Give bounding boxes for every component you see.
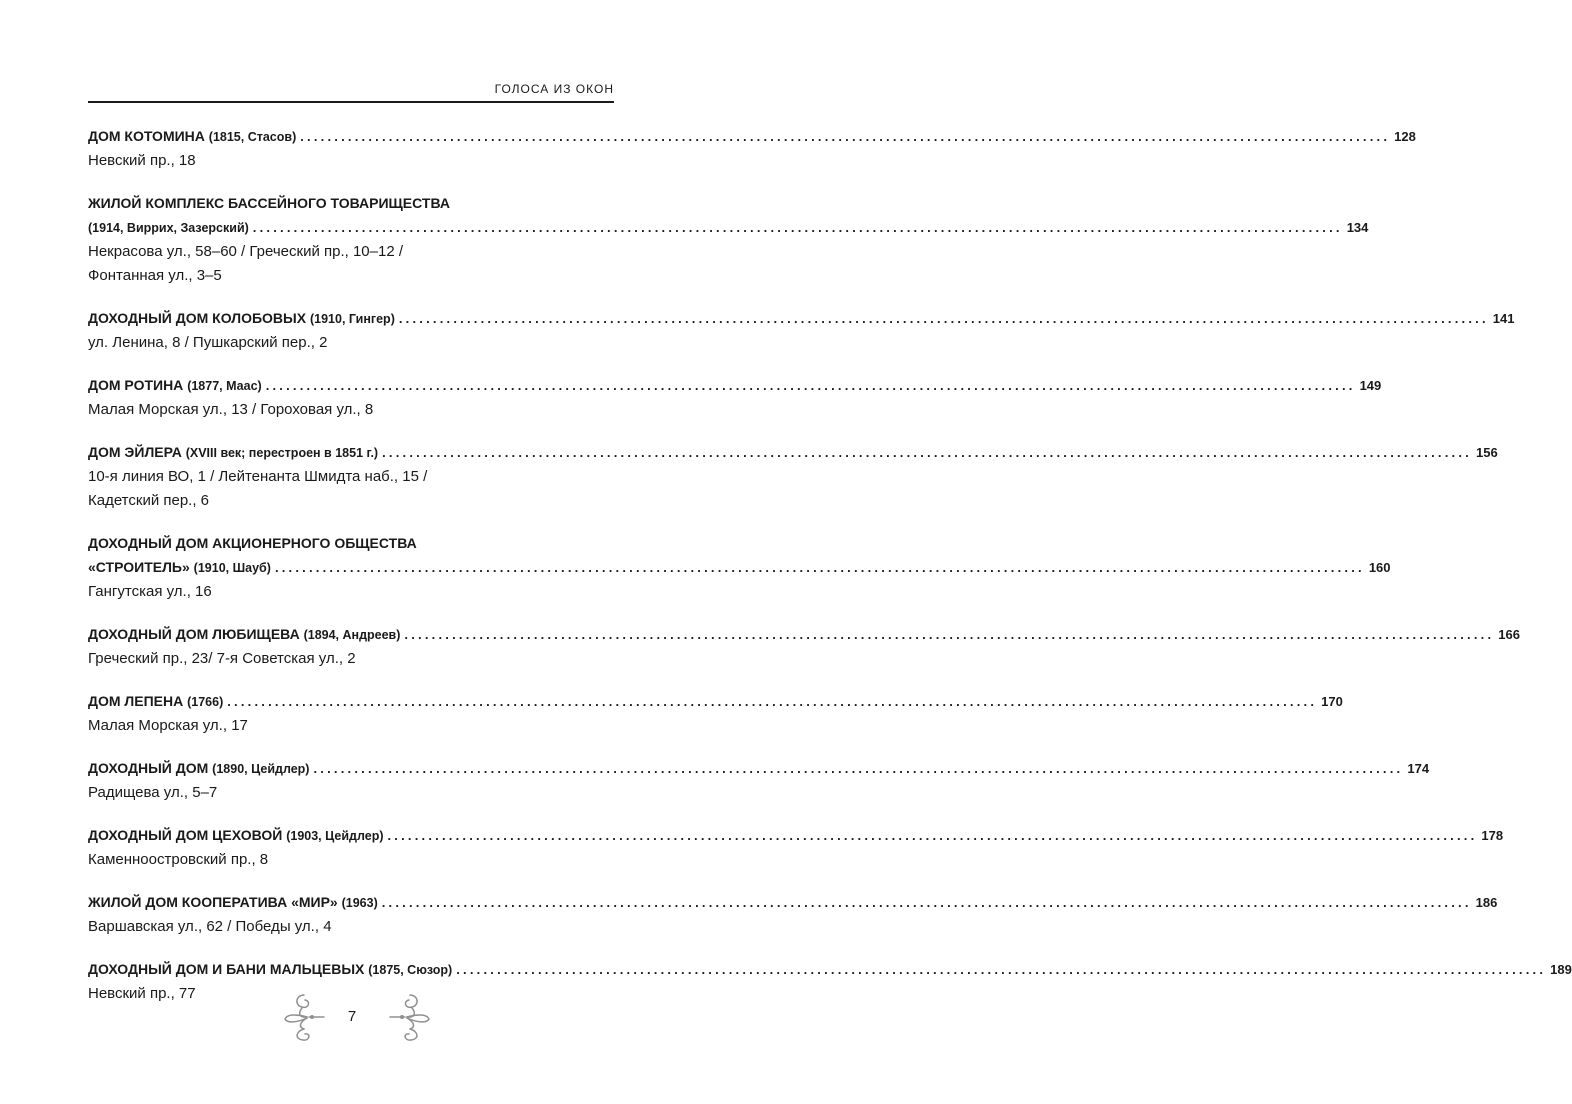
toc-entry	[88, 756, 1430, 805]
entry-title: ДОХОДНЫЙ ДОМ ЦЕХОВОЙ	[88, 827, 283, 843]
entry-heading	[88, 373, 262, 398]
entry-page-number: 128	[1394, 129, 1416, 144]
toc-entry	[88, 823, 1504, 872]
entry-heading	[88, 957, 452, 982]
dot-leader: ................................................................................................................................................................	[398, 311, 1489, 326]
entry-meta: (1890, Цейдлер)	[212, 762, 310, 776]
entry-heading	[88, 306, 395, 331]
entry-heading	[88, 215, 249, 240]
entry-address: Фонтанная ул., 3–5	[88, 267, 222, 284]
entry-address: Некрасова ул., 58–60 / Греческий пр., 10–12 /	[88, 243, 404, 260]
dot-leader: ................................................................................................................................................................	[252, 220, 1343, 235]
toc-entry	[88, 373, 1382, 422]
entry-title-row	[88, 124, 1416, 149]
entry-heading	[88, 124, 296, 149]
entry-title: ДОХОДНЫЙ ДОМ КОЛОБОВЫХ	[88, 310, 307, 326]
toc-entry	[88, 306, 1515, 355]
footer	[0, 992, 738, 1046]
dot-leader: ................................................................................................................................................................	[227, 694, 1318, 709]
entry-address: ул. Ленина, 8 / Пушкарский пер., 2	[88, 334, 328, 351]
entry-meta: (1894, Андреев)	[303, 628, 401, 642]
entry-meta: (1914, Виррих, Зазерский)	[88, 221, 249, 235]
entry-title: ДОМ РОТИНА	[88, 377, 184, 393]
toc-entry	[88, 531, 1391, 604]
dot-leader: ................................................................................................................................................................	[456, 962, 1547, 977]
entry-address: 10-я линия ВО, 1 / Лейтенанта Шмидта наб., 15 /	[88, 468, 428, 485]
entry-title-row	[88, 823, 1504, 848]
flourish-right-icon	[386, 992, 432, 1042]
entry-page-number: 160	[1368, 560, 1391, 575]
entry-title-row	[88, 440, 1498, 465]
entry-address: Малая Морская ул., 17	[88, 717, 248, 734]
entry-title-row	[88, 622, 1520, 647]
toc-entry	[88, 440, 1498, 513]
flourish-left-icon	[282, 992, 328, 1042]
entry-address: Кадетский пер., 6	[88, 492, 210, 509]
entry-heading	[88, 622, 400, 647]
entry-address: Каменноостровский пр., 8	[88, 851, 269, 868]
entry-meta: (XVIII век; перестроен в 1851 г.)	[185, 446, 379, 460]
entry-meta: (1766)	[187, 695, 224, 709]
dot-leader: ................................................................................................................................................................	[381, 895, 1472, 910]
entry-address: Невский пр., 77	[88, 985, 196, 1002]
entry-title: ДОМ ЭЙЛЕРА	[88, 444, 182, 460]
entry-meta: (1815, Стасов)	[208, 130, 297, 144]
entry-heading	[88, 823, 384, 848]
entry-title-line: ЖИЛОЙ КОМПЛЕКС БАССЕЙНОГО ТОВАРИЩЕСТВА	[88, 195, 450, 211]
entry-address: Радищева ул., 5–7	[88, 784, 218, 801]
entry-address: Гангутская ул., 16	[88, 583, 212, 600]
entry-title-row	[88, 555, 1391, 580]
entry-title-row	[88, 215, 1369, 240]
entry-page-number: 156	[1475, 445, 1498, 460]
entry-meta: (1877, Маас)	[187, 379, 262, 393]
dot-leader: ................................................................................................................................................................	[300, 129, 1391, 144]
entry-heading	[88, 689, 223, 714]
entry-page-number: 149	[1359, 378, 1382, 393]
running-header: ГОЛОСА ИЗ ОКОН	[494, 82, 614, 96]
entry-heading	[88, 756, 309, 781]
entry-page-number: 189	[1550, 962, 1572, 977]
entry-title-row	[88, 756, 1430, 781]
entry-heading	[88, 555, 271, 580]
entry-heading	[88, 890, 378, 915]
toc-entry	[88, 124, 1416, 173]
entry-title-row	[88, 373, 1382, 398]
entry-title-row	[88, 306, 1515, 331]
entry-title: «СТРОИТЕЛЬ»	[88, 559, 190, 575]
entry-address: Невский пр., 18	[88, 152, 196, 169]
entry-title: ДОХОДНЫЙ ДОМ И БАНИ МАЛЬЦЕВЫХ	[88, 961, 365, 977]
entry-page-number: 141	[1492, 311, 1515, 326]
entry-address: Варшавская ул., 62 / Победы ул., 4	[88, 918, 332, 935]
entry-title: ЖИЛОЙ ДОМ КООПЕРАТИВА «МИР»	[88, 894, 338, 910]
dot-leader: ................................................................................................................................................................	[387, 828, 1478, 843]
entry-title: ДОХОДНЫЙ ДОМ ЛЮБИЩЕВА	[88, 626, 300, 642]
entry-heading	[88, 440, 378, 465]
entry-title-row	[88, 890, 1498, 915]
entry-title-row	[88, 689, 1343, 714]
entry-address: Малая Морская ул., 13 / Гороховая ул., 8	[88, 401, 374, 418]
entry-page-number: 134	[1346, 220, 1369, 235]
table-of-contents	[88, 124, 1572, 1006]
entry-meta: (1903, Цейдлер)	[286, 829, 384, 843]
entry-page-number: 174	[1407, 761, 1430, 776]
entry-address: Греческий пр., 23/ 7-я Советская ул., 2	[88, 650, 356, 667]
entry-title: ДОХОДНЫЙ ДОМ	[88, 760, 209, 776]
entry-meta: (1910, Шауб)	[193, 561, 271, 575]
toc-entry	[88, 890, 1498, 939]
toc-entry	[88, 689, 1343, 738]
dot-leader: ................................................................................................................................................................	[313, 761, 1404, 776]
dot-leader: ................................................................................................................................................................	[382, 445, 1472, 460]
dot-leader: ................................................................................................................................................................	[404, 627, 1495, 642]
entry-page-number: 170	[1321, 694, 1343, 709]
header-rule	[88, 101, 614, 103]
entry-title-line: ДОХОДНЫЙ ДОМ АКЦИОНЕРНОГО ОБЩЕСТВА	[88, 535, 417, 551]
dot-leader: ................................................................................................................................................................	[265, 378, 1356, 393]
toc-entry	[88, 622, 1520, 671]
toc-entry	[88, 191, 1369, 288]
entry-page-number: 166	[1498, 627, 1520, 642]
entry-meta: (1910, Гингер)	[309, 312, 395, 326]
entry-meta: (1963)	[341, 896, 378, 910]
entry-meta: (1875, Сюзор)	[368, 963, 453, 977]
entry-page-number: 178	[1481, 828, 1504, 843]
entry-title: ДОМ ЛЕПЕНА	[88, 693, 184, 709]
entry-page-number: 186	[1475, 895, 1498, 910]
entry-title-row	[88, 957, 1572, 982]
entry-title: ДОМ КОТОМИНА	[88, 128, 205, 144]
dot-leader: ................................................................................................................................................................	[274, 560, 1365, 575]
page-number: 7	[347, 1008, 357, 1025]
